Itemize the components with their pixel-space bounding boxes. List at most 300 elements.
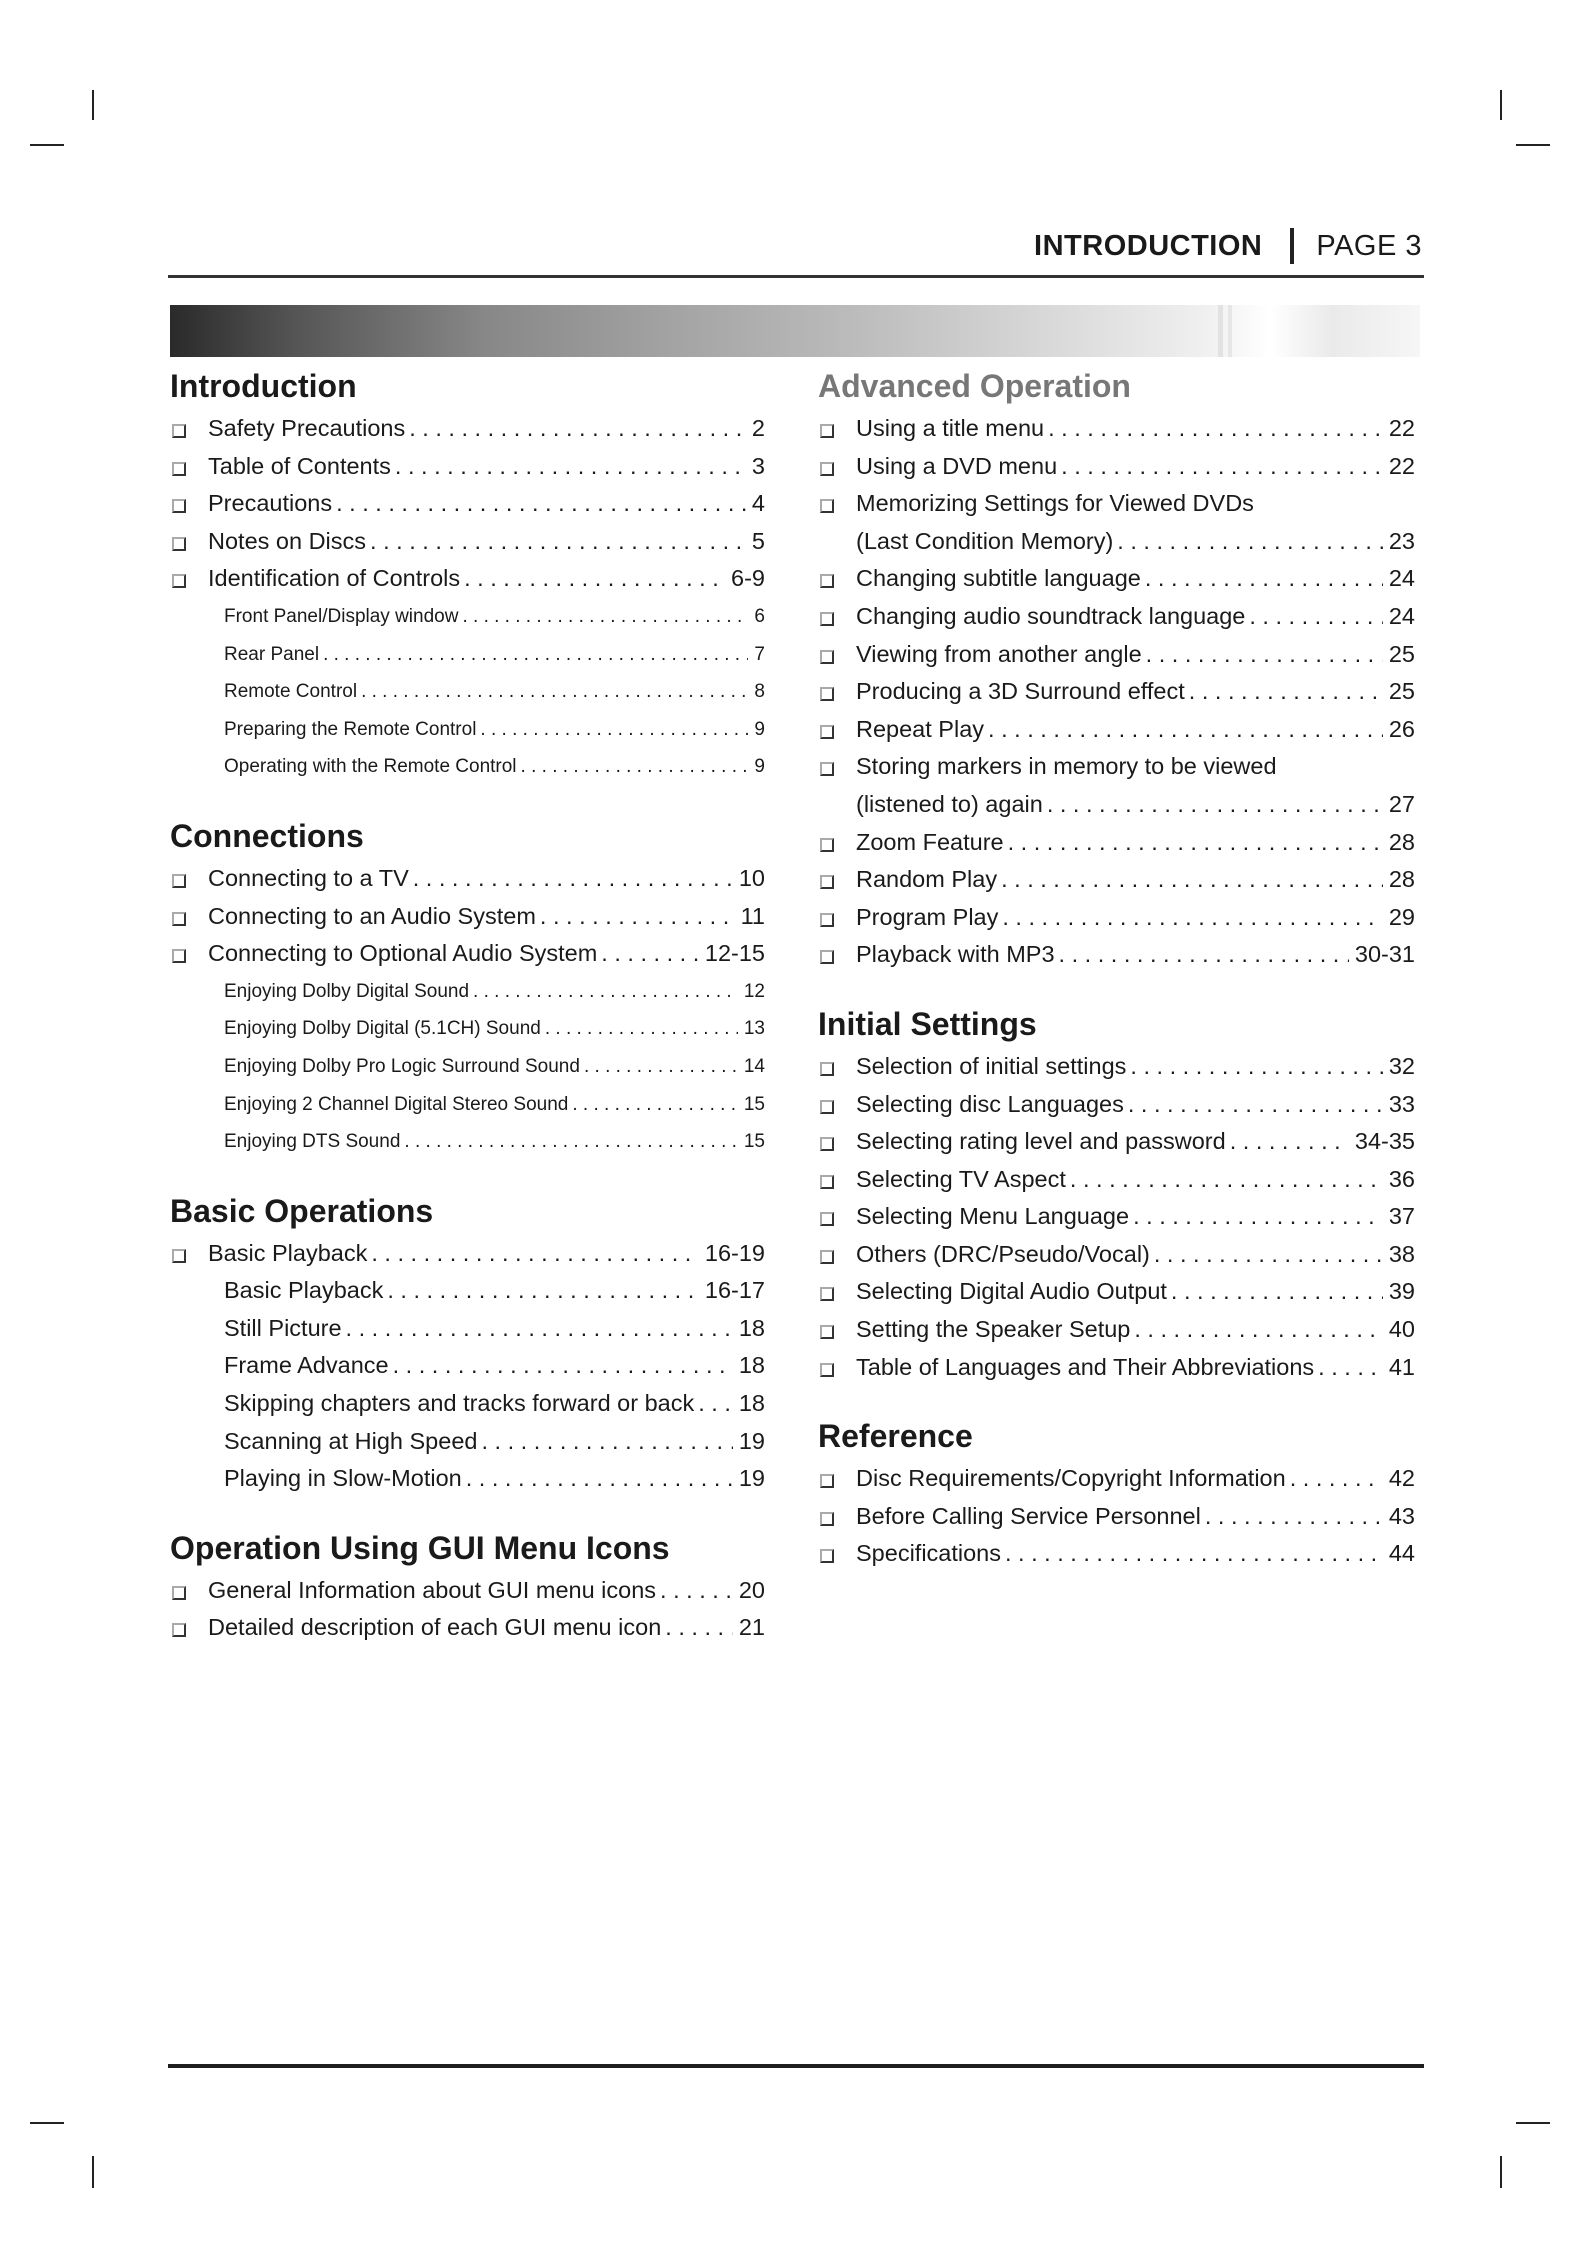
entry-title: Detailed description of each GUI menu icon: [208, 1614, 662, 1641]
checkbox-bullet-icon: [820, 1175, 834, 1189]
toc-subentry[interactable]: [170, 973, 765, 1011]
checkbox-bullet-icon: [172, 462, 186, 476]
entry-title: Storing markers in memory to be viewed: [856, 753, 1277, 780]
page-ref: 29: [1388, 903, 1415, 930]
dot-leader: [476, 711, 748, 749]
toc-row: [208, 1572, 765, 1610]
entry-title: General Information about GUI menu icons: [208, 1576, 657, 1603]
toc-subentry[interactable]: [170, 1310, 765, 1348]
section-heading: Introduction: [170, 368, 357, 404]
page-ref: 22: [1388, 452, 1415, 479]
toc-entry[interactable]: [818, 1198, 1415, 1236]
toc-row: [856, 936, 1415, 974]
section-gap: [818, 1386, 1415, 1412]
dot-leader: [1057, 448, 1383, 486]
toc-row: [856, 1236, 1415, 1274]
dot-leader: [1286, 1460, 1383, 1498]
entry-title: Selection of initial settings: [856, 1052, 1127, 1079]
entry-title: Changing subtitle language: [856, 565, 1141, 592]
entry-title: Still Picture: [224, 1314, 342, 1341]
page-ref: 25: [1388, 640, 1415, 667]
page-ref: 18: [738, 1390, 765, 1417]
entry-title: Zoom Feature: [856, 828, 1004, 855]
toc-row: [856, 1086, 1415, 1124]
toc-entry[interactable]: [170, 560, 765, 598]
toc-row: [224, 748, 765, 786]
checkbox-bullet-icon: [820, 1250, 834, 1264]
entry-title: Specifications: [856, 1540, 1001, 1567]
toc-row: [208, 860, 765, 898]
page-ref: 43: [1388, 1502, 1415, 1529]
page-ref: 5: [751, 527, 765, 554]
header-rule: [168, 275, 1424, 278]
dot-leader: [1001, 1535, 1383, 1573]
dot-leader: [1314, 1349, 1383, 1387]
page-ref: 6: [754, 605, 765, 627]
toc-entry[interactable]: [818, 1048, 1415, 1086]
entry-title: Connecting to Optional Audio System: [208, 940, 598, 967]
toc-row: [224, 973, 765, 1011]
dot-leader: [1185, 673, 1383, 711]
entry-title: Selecting Menu Language: [856, 1203, 1130, 1230]
checkbox-bullet-icon: [820, 1100, 834, 1114]
toc-entry[interactable]: [818, 1498, 1415, 1536]
page-ref: 13: [743, 1018, 765, 1040]
toc-row: [224, 1048, 765, 1086]
toc-entry[interactable]: [818, 936, 1415, 974]
toc-row: [856, 1123, 1415, 1161]
dot-leader: [1141, 560, 1383, 598]
toc-entry[interactable]: [818, 598, 1415, 636]
toc-entry[interactable]: [818, 1161, 1415, 1199]
toc-entry[interactable]: [170, 1235, 765, 1273]
checkbox-bullet-icon: [820, 875, 834, 889]
crop-mark: [92, 2156, 94, 2188]
dot-leader: [469, 973, 738, 1011]
page-ref: 2: [751, 415, 765, 441]
page-ref: 9: [754, 718, 765, 740]
toc-entry[interactable]: [818, 1236, 1415, 1274]
dot-leader: [580, 1048, 738, 1086]
toc-row: [856, 748, 1415, 786]
section-gap: [170, 1161, 765, 1187]
entry-title: Table of Contents: [208, 452, 391, 479]
toc-row: [856, 786, 1415, 824]
dot-leader: [1245, 598, 1383, 636]
page-ref: 28: [1388, 866, 1415, 893]
section-heading: Basic Operations: [170, 1192, 434, 1229]
toc-row: [224, 673, 765, 711]
entry-title: Skipping chapters and tracks forward or back: [224, 1390, 695, 1417]
page-ref: 7: [754, 643, 765, 665]
entry-title: Frame Advance: [224, 1352, 389, 1379]
header-divider: [1290, 228, 1294, 264]
section-heading: Operation Using GUI Menu Icons: [170, 1529, 670, 1566]
page-ref: 16-17: [704, 1277, 765, 1304]
page-ref: 15: [743, 1131, 765, 1153]
dot-leader: [1126, 1048, 1382, 1086]
dot-leader: [383, 1272, 699, 1310]
toc-row: [224, 1310, 765, 1348]
checkbox-bullet-icon: [820, 950, 834, 964]
entry-title: Connecting to an Audio System: [208, 902, 536, 929]
toc-entry[interactable]: [170, 448, 765, 486]
dot-leader: [332, 485, 746, 523]
toc-subentry[interactable]: [170, 1460, 765, 1498]
entry-title: Changing audio soundtrack language: [856, 602, 1246, 629]
page-ref: 22: [1388, 415, 1415, 441]
section-heading: Connections: [170, 817, 364, 854]
toc-entry[interactable]: [818, 1273, 1415, 1311]
checkbox-bullet-icon: [820, 1512, 834, 1526]
toc-entry[interactable]: [818, 1535, 1415, 1573]
checkbox-bullet-icon: [820, 650, 834, 664]
page-ref: 19: [738, 1427, 765, 1454]
entry-title: Before Calling Service Personnel: [856, 1502, 1201, 1529]
dot-leader: [477, 1423, 732, 1461]
toc-entry[interactable]: [170, 898, 765, 936]
entry-title: Scanning at High Speed: [224, 1427, 478, 1454]
toc-row: [224, 1460, 765, 1498]
page-ref: 15: [743, 1093, 765, 1115]
page-ref: 6-9: [731, 565, 765, 592]
dot-leader: [1167, 1273, 1383, 1311]
crop-mark: [1516, 144, 1550, 146]
dot-leader: [984, 711, 1383, 749]
toc-entry[interactable]: [818, 448, 1415, 486]
page-ref: 40: [1388, 1316, 1415, 1343]
section-title: INTRODUCTION: [1034, 229, 1263, 262]
dot-leader: [1066, 1161, 1383, 1199]
entry-title: Safety Precautions: [208, 415, 406, 441]
toc-entry[interactable]: [170, 485, 765, 523]
toc-entry[interactable]: [818, 861, 1415, 899]
page-ref: 16-19: [704, 1239, 765, 1266]
toc-subentry[interactable]: [170, 1048, 765, 1086]
toc-entry[interactable]: [818, 1460, 1415, 1498]
entry-title: Selecting Digital Audio Output: [856, 1278, 1167, 1305]
checkbox-bullet-icon: [820, 1287, 834, 1301]
checkbox-bullet-icon: [820, 838, 834, 852]
toc-row: [856, 711, 1415, 749]
checkbox-bullet-icon: [820, 1474, 834, 1488]
page-ref: 34-35: [1354, 1128, 1415, 1155]
section-heading: Reference: [818, 1418, 973, 1455]
checkbox-bullet-icon: [172, 912, 186, 926]
dot-leader: [694, 1385, 733, 1423]
checkbox-bullet-icon: [172, 424, 186, 438]
dot-leader: [409, 860, 733, 898]
toc-left-column: [170, 362, 765, 1647]
dot-leader: [389, 1347, 733, 1385]
page-ref: 27: [1388, 790, 1415, 817]
page-ref: 30-31: [1354, 941, 1415, 968]
entry-title: Enjoying Dolby Digital (5.1CH) Sound: [224, 1018, 541, 1040]
entry-title: Producing a 3D Surround effect: [856, 678, 1185, 705]
page-ref: 44: [1388, 1540, 1415, 1567]
entry-title: Rear Panel: [224, 643, 320, 665]
entry-title: Program Play: [856, 903, 999, 930]
toc-entry[interactable]: [818, 711, 1415, 749]
toc-entry[interactable]: [818, 1086, 1415, 1124]
page-ref: 39: [1388, 1278, 1415, 1305]
crop-mark: [1500, 90, 1502, 120]
page-ref: 14: [743, 1055, 765, 1077]
dot-leader: [1004, 824, 1383, 862]
dot-leader: [1113, 523, 1383, 561]
checkbox-bullet-icon: [820, 1363, 834, 1377]
toc-row: [856, 1535, 1415, 1573]
toc-row: [856, 1273, 1415, 1311]
toc-subentry[interactable]: [170, 1385, 765, 1423]
dot-leader: [1130, 1311, 1383, 1349]
toc-subentry[interactable]: [170, 711, 765, 749]
entry-title: Remote Control: [224, 681, 358, 703]
page-ref: 25: [1388, 678, 1415, 705]
toc-entry[interactable]: [170, 860, 765, 898]
checkbox-bullet-icon: [172, 874, 186, 888]
toc-row: [224, 711, 765, 749]
dot-leader: [997, 861, 1383, 899]
toc-row: [856, 1048, 1415, 1086]
entry-title: Notes on Discs: [208, 527, 367, 554]
checkbox-bullet-icon: [172, 949, 186, 963]
toc-entry-continuation[interactable]: [818, 786, 1415, 824]
toc-entry[interactable]: [818, 748, 1415, 786]
toc-subentry[interactable]: [170, 1272, 765, 1310]
entry-title: Playing in Slow-Motion: [224, 1465, 462, 1492]
dot-leader: [460, 560, 725, 598]
dot-leader: [1055, 936, 1349, 974]
entry-title: Enjoying Dolby Digital Sound: [224, 980, 470, 1002]
entry-title: Setting the Speaker Setup: [856, 1316, 1131, 1343]
page-ref: 9: [754, 756, 765, 778]
toc-entry[interactable]: [818, 1311, 1415, 1349]
entry-title: Viewing from another angle: [856, 640, 1142, 667]
section-gap: [170, 786, 765, 812]
toc-entry[interactable]: [818, 560, 1415, 598]
entry-title: Basic Playback: [224, 1277, 384, 1304]
toc-entry[interactable]: [170, 1572, 765, 1610]
page-ref: 12: [743, 980, 765, 1002]
checkbox-bullet-icon: [820, 1062, 834, 1076]
checkbox-bullet-icon: [172, 537, 186, 551]
toc-row: [224, 1423, 765, 1461]
toc-subentry[interactable]: [170, 748, 765, 786]
checkbox-bullet-icon: [820, 424, 834, 438]
toc-subentry[interactable]: [170, 673, 765, 711]
toc-row: [856, 523, 1415, 561]
toc-row: [856, 1198, 1415, 1236]
toc-row: [208, 485, 765, 523]
dot-leader: [391, 448, 746, 486]
toc-subentry[interactable]: [170, 636, 765, 674]
page-ref: 41: [1388, 1353, 1415, 1380]
toc-row: [224, 598, 765, 636]
dot-leader: [458, 598, 748, 636]
page-ref: 28: [1388, 828, 1415, 855]
toc-entry[interactable]: [170, 523, 765, 561]
entry-title: Playback with MP3: [856, 941, 1055, 968]
dot-leader: [1150, 1236, 1383, 1274]
entry-title: Connecting to a TV: [208, 864, 409, 891]
toc-row: [856, 861, 1415, 899]
entry-title: Basic Playback: [208, 1239, 368, 1266]
toc-entry-continuation[interactable]: [818, 523, 1415, 561]
banner-stripe: [1218, 305, 1223, 357]
page-ref: 11: [740, 902, 765, 929]
dot-leader: [1226, 1123, 1349, 1161]
dot-leader: [405, 410, 746, 448]
toc-row: [208, 448, 765, 486]
toc-subentry[interactable]: [170, 1347, 765, 1385]
dot-leader: [342, 1310, 733, 1348]
page-ref: 42: [1388, 1465, 1415, 1492]
toc-row: [856, 410, 1415, 448]
crop-mark: [30, 144, 64, 146]
checkbox-bullet-icon: [820, 574, 834, 588]
entry-title: Identification of Controls: [208, 565, 461, 592]
entry-title: Enjoying Dolby Pro Logic Surround Sound: [224, 1055, 580, 1077]
toc-entry[interactable]: [170, 935, 765, 973]
page-ref: 8: [754, 681, 765, 703]
entry-title: Selecting rating level and password: [856, 1128, 1226, 1155]
page-ref: 18: [738, 1314, 765, 1341]
toc-row: [856, 899, 1415, 937]
toc-entry[interactable]: [170, 1609, 765, 1647]
toc-row: [224, 1385, 765, 1423]
dot-leader: [1044, 410, 1383, 448]
entry-title: Others (DRC/Pseudo/Vocal): [856, 1240, 1150, 1267]
checkbox-bullet-icon: [172, 574, 186, 588]
page-ref: 37: [1388, 1203, 1415, 1230]
toc-subentry[interactable]: [170, 1123, 765, 1161]
crop-mark: [1516, 2122, 1550, 2124]
entry-title: Enjoying 2 Channel Digital Stereo Sound: [224, 1093, 569, 1115]
checkbox-bullet-icon: [820, 762, 834, 776]
toc-row: [208, 523, 765, 561]
toc-entry[interactable]: [818, 824, 1415, 862]
checkbox-bullet-icon: [820, 1549, 834, 1563]
toc-entry[interactable]: [818, 636, 1415, 674]
checkbox-bullet-icon: [820, 612, 834, 626]
toc-entry[interactable]: [818, 485, 1415, 523]
checkbox-bullet-icon: [172, 1623, 186, 1637]
page-ref: 32: [1388, 1052, 1415, 1079]
section-gap: [170, 1498, 765, 1524]
toc-row: [224, 1347, 765, 1385]
dot-leader: [1043, 786, 1383, 824]
page-ref: 38: [1388, 1240, 1415, 1267]
dot-leader: [1201, 1498, 1383, 1536]
toc-entry[interactable]: [818, 673, 1415, 711]
toc-row: [208, 935, 765, 973]
toc-subentry[interactable]: [170, 1086, 765, 1124]
page-ref: 18: [738, 1352, 765, 1379]
page-ref: 26: [1388, 715, 1415, 742]
dot-leader: [597, 935, 699, 973]
toc-row: [856, 1161, 1415, 1199]
page-ref: 24: [1388, 602, 1415, 629]
toc-row: [856, 1498, 1415, 1536]
entry-title: (listened to) again: [856, 790, 1043, 817]
toc-row: [224, 1272, 765, 1310]
checkbox-bullet-icon: [172, 499, 186, 513]
entry-title: Precautions: [208, 490, 333, 517]
toc-row: [224, 1086, 765, 1124]
entry-title: Selecting disc Languages: [856, 1090, 1124, 1117]
page-number: PAGE 3: [1316, 229, 1422, 262]
toc-row: [224, 636, 765, 674]
toc-entry[interactable]: [170, 410, 765, 448]
page-ref: 20: [738, 1576, 765, 1603]
toc-row: [208, 1235, 765, 1273]
dot-leader: [517, 748, 749, 786]
checkbox-bullet-icon: [820, 913, 834, 927]
toc-subentry[interactable]: [170, 1010, 765, 1048]
page-ref: 3: [751, 452, 765, 479]
toc-entry[interactable]: [818, 899, 1415, 937]
entry-title: (Last Condition Memory): [856, 527, 1114, 554]
gradient-banner: [170, 305, 1420, 357]
page-ref: 10: [738, 864, 765, 891]
page-ref: 19: [738, 1465, 765, 1492]
dot-leader: [400, 1123, 737, 1161]
entry-title: Enjoying DTS Sound: [224, 1131, 401, 1153]
dot-leader: [367, 1235, 699, 1273]
entry-title: Selecting TV Aspect: [856, 1165, 1066, 1192]
entry-title: Disc Requirements/Copyright Information: [856, 1465, 1286, 1492]
dot-leader: [661, 1609, 733, 1647]
footer-rule: [168, 2064, 1424, 2068]
toc-subentry[interactable]: [170, 598, 765, 636]
dot-leader: [319, 636, 748, 674]
toc-row: [856, 560, 1415, 598]
dot-leader: [357, 673, 748, 711]
toc-entry[interactable]: [818, 410, 1415, 448]
page-ref: 12-15: [704, 940, 765, 967]
toc-row: [208, 1609, 765, 1647]
toc-row: [208, 898, 765, 936]
entry-title: Table of Languages and Their Abbreviations: [856, 1353, 1315, 1380]
entry-title: Using a DVD menu: [856, 452, 1058, 479]
entry-title: Using a title menu: [856, 415, 1045, 441]
checkbox-bullet-icon: [172, 1586, 186, 1600]
entry-title: Memorizing Settings for Viewed DVDs: [856, 490, 1254, 517]
crop-mark: [30, 2122, 64, 2124]
page-ref: 23: [1388, 527, 1415, 554]
checkbox-bullet-icon: [172, 1249, 186, 1263]
toc-row: [856, 824, 1415, 862]
entry-title: Repeat Play: [856, 715, 985, 742]
dot-leader: [536, 898, 735, 936]
dot-leader: [568, 1086, 738, 1124]
dot-leader: [462, 1460, 733, 1498]
toc-row: [856, 636, 1415, 674]
toc-row: [224, 1123, 765, 1161]
toc-entry[interactable]: [818, 1349, 1415, 1387]
toc-subentry[interactable]: [170, 1423, 765, 1461]
page-ref: 4: [751, 490, 765, 517]
toc-row: [856, 448, 1415, 486]
dot-leader: [1142, 636, 1383, 674]
page-ref: 36: [1388, 1165, 1415, 1192]
section-gap: [818, 974, 1415, 1000]
dot-leader: [366, 523, 746, 561]
toc-entry[interactable]: [818, 1123, 1415, 1161]
page-header: [1034, 226, 1422, 266]
toc-row: [856, 1460, 1415, 1498]
